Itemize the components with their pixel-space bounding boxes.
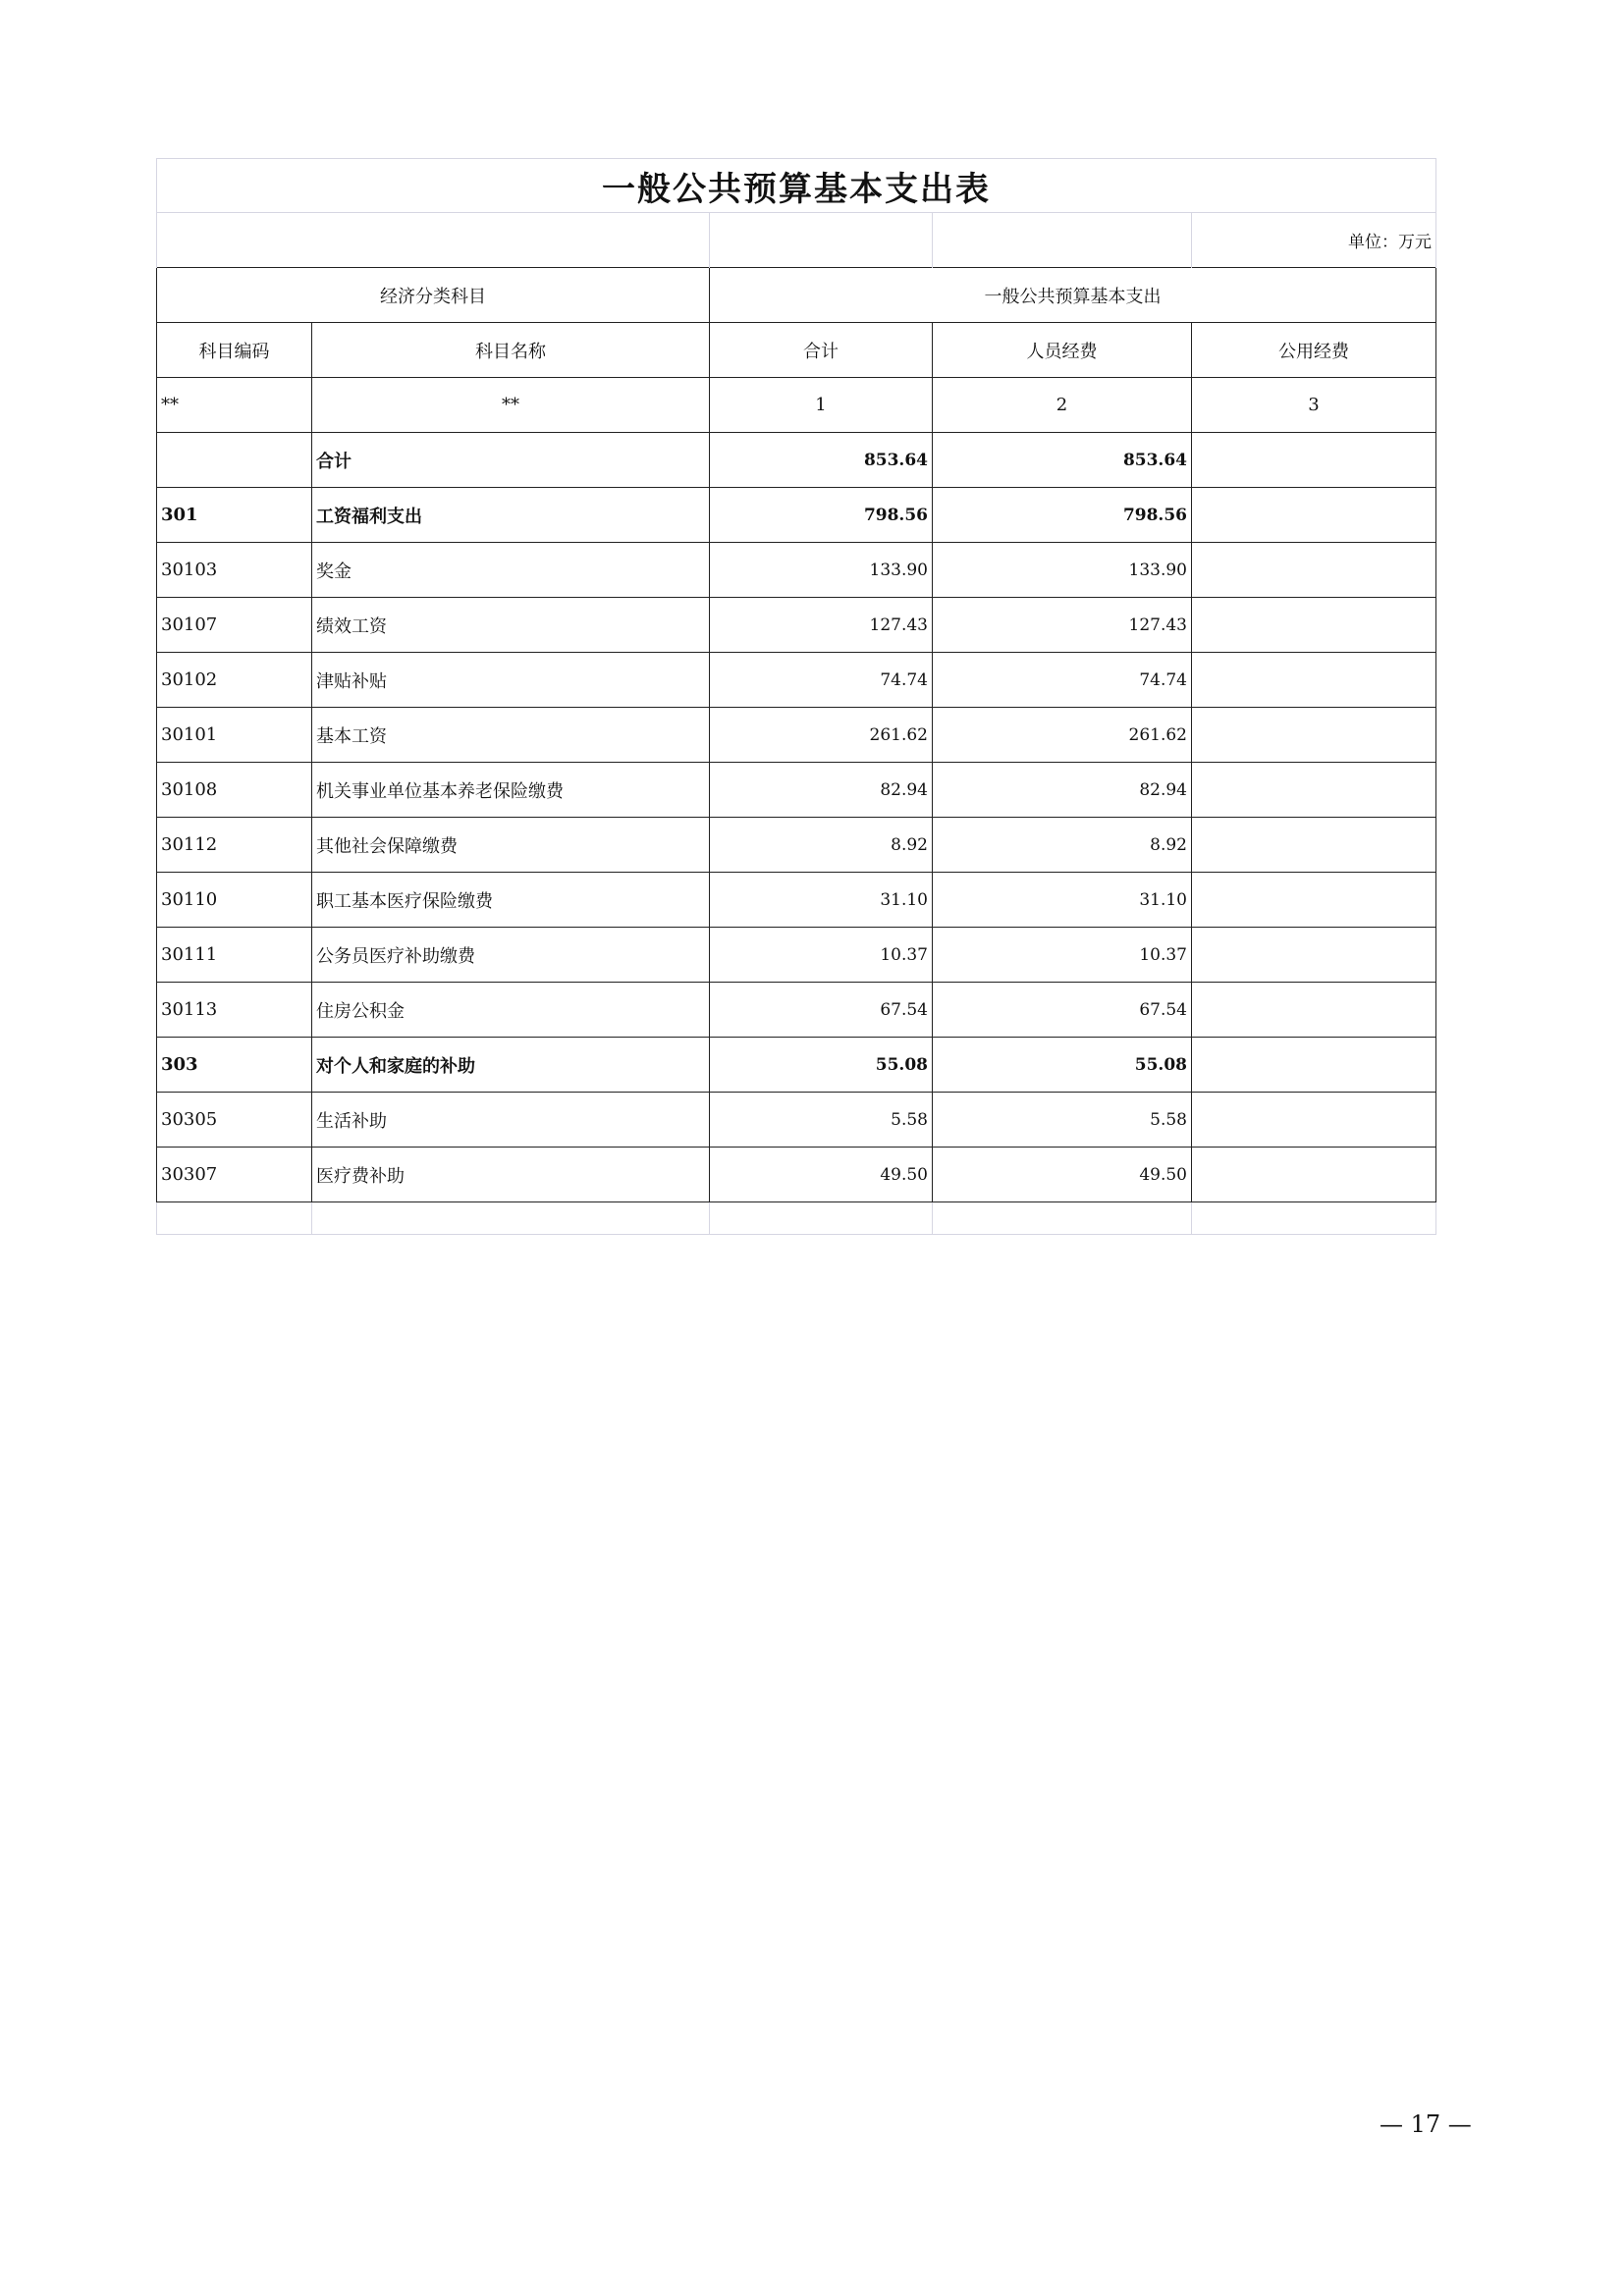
budget-table-sheet <box>156 158 1435 1235</box>
row-code: 30103 <box>157 543 312 598</box>
index-cell: ** <box>157 378 312 433</box>
row-public <box>1192 928 1436 983</box>
index-cell: 3 <box>1192 378 1436 433</box>
table-row <box>157 543 1436 598</box>
table-row <box>157 1038 1436 1093</box>
row-total: 853.64 <box>710 433 933 488</box>
row-name: 职工基本医疗保险缴费 <box>312 873 710 928</box>
row-total: 8.92 <box>710 818 933 873</box>
row-code: 301 <box>157 488 312 543</box>
row-public <box>1192 873 1436 928</box>
table-row <box>157 818 1436 873</box>
row-total: 82.94 <box>710 763 933 818</box>
row-personnel: 127.43 <box>933 598 1192 653</box>
table-row <box>157 763 1436 818</box>
row-name: 公务员医疗补助缴费 <box>312 928 710 983</box>
row-code: 30101 <box>157 708 312 763</box>
row-name: 生活补助 <box>312 1093 710 1148</box>
budget-expenditure-table <box>156 158 1436 1235</box>
row-personnel: 49.50 <box>933 1148 1192 1202</box>
empty-trailing-row <box>157 1202 1436 1235</box>
row-total: 55.08 <box>710 1038 933 1093</box>
row-personnel: 5.58 <box>933 1093 1192 1148</box>
row-code: 303 <box>157 1038 312 1093</box>
row-total: 31.10 <box>710 873 933 928</box>
row-personnel: 10.37 <box>933 928 1192 983</box>
title-row <box>157 159 1436 213</box>
row-code: 30113 <box>157 983 312 1038</box>
row-personnel: 31.10 <box>933 873 1192 928</box>
group-header-row <box>157 268 1436 323</box>
header-name: 科目名称 <box>312 323 710 378</box>
row-code: 30305 <box>157 1093 312 1148</box>
row-name: 其他社会保障缴费 <box>312 818 710 873</box>
row-total: 67.54 <box>710 983 933 1038</box>
table-row <box>157 488 1436 543</box>
table-row <box>157 653 1436 708</box>
index-cell: 1 <box>710 378 933 433</box>
row-total: 127.43 <box>710 598 933 653</box>
column-header-row <box>157 323 1436 378</box>
row-total: 49.50 <box>710 1148 933 1202</box>
row-public <box>1192 983 1436 1038</box>
table-row <box>157 433 1436 488</box>
row-public <box>1192 1093 1436 1148</box>
row-total: 261.62 <box>710 708 933 763</box>
row-total: 5.58 <box>710 1093 933 1148</box>
header-code: 科目编码 <box>157 323 312 378</box>
row-public <box>1192 653 1436 708</box>
table-row <box>157 983 1436 1038</box>
index-cell: ** <box>312 378 710 433</box>
row-code <box>157 433 312 488</box>
row-name: 基本工资 <box>312 708 710 763</box>
table-row <box>157 1093 1436 1148</box>
unit-row <box>157 213 1436 268</box>
row-public <box>1192 763 1436 818</box>
row-code: 30110 <box>157 873 312 928</box>
index-cell: 2 <box>933 378 1192 433</box>
row-personnel: 82.94 <box>933 763 1192 818</box>
unit-label: 单位：万元 <box>1192 213 1436 268</box>
row-personnel: 798.56 <box>933 488 1192 543</box>
table-row <box>157 873 1436 928</box>
row-public <box>1192 1038 1436 1093</box>
row-personnel: 74.74 <box>933 653 1192 708</box>
header-total: 合计 <box>710 323 933 378</box>
row-personnel: 8.92 <box>933 818 1192 873</box>
row-public <box>1192 488 1436 543</box>
row-personnel: 133.90 <box>933 543 1192 598</box>
row-code: 30102 <box>157 653 312 708</box>
table-row <box>157 928 1436 983</box>
header-economic-classification: 经济分类科目 <box>157 268 710 323</box>
row-public <box>1192 818 1436 873</box>
row-public <box>1192 598 1436 653</box>
row-code: 30111 <box>157 928 312 983</box>
row-name: 合计 <box>312 433 710 488</box>
header-public: 公用经费 <box>1192 323 1436 378</box>
row-personnel: 261.62 <box>933 708 1192 763</box>
row-name: 住房公积金 <box>312 983 710 1038</box>
row-total: 74.74 <box>710 653 933 708</box>
table-title: 一般公共预算基本支出表 <box>157 159 1436 213</box>
row-name: 机关事业单位基本养老保险缴费 <box>312 763 710 818</box>
row-total: 133.90 <box>710 543 933 598</box>
row-name: 工资福利支出 <box>312 488 710 543</box>
index-row <box>157 378 1436 433</box>
row-name: 对个人和家庭的补助 <box>312 1038 710 1093</box>
table-row <box>157 1148 1436 1202</box>
row-public <box>1192 1148 1436 1202</box>
header-basic-expenditure: 一般公共预算基本支出 <box>710 268 1436 323</box>
table-row <box>157 708 1436 763</box>
row-public <box>1192 543 1436 598</box>
row-public <box>1192 433 1436 488</box>
row-name: 绩效工资 <box>312 598 710 653</box>
row-public <box>1192 708 1436 763</box>
row-code: 30108 <box>157 763 312 818</box>
row-personnel: 55.08 <box>933 1038 1192 1093</box>
row-personnel: 67.54 <box>933 983 1192 1038</box>
page-number: — 17 — <box>1380 2110 1472 2138</box>
row-code: 30307 <box>157 1148 312 1202</box>
row-total: 10.37 <box>710 928 933 983</box>
row-code: 30107 <box>157 598 312 653</box>
row-name: 医疗费补助 <box>312 1148 710 1202</box>
row-name: 奖金 <box>312 543 710 598</box>
table-row <box>157 598 1436 653</box>
header-personnel: 人员经费 <box>933 323 1192 378</box>
row-personnel: 853.64 <box>933 433 1192 488</box>
row-name: 津贴补贴 <box>312 653 710 708</box>
row-total: 798.56 <box>710 488 933 543</box>
row-code: 30112 <box>157 818 312 873</box>
